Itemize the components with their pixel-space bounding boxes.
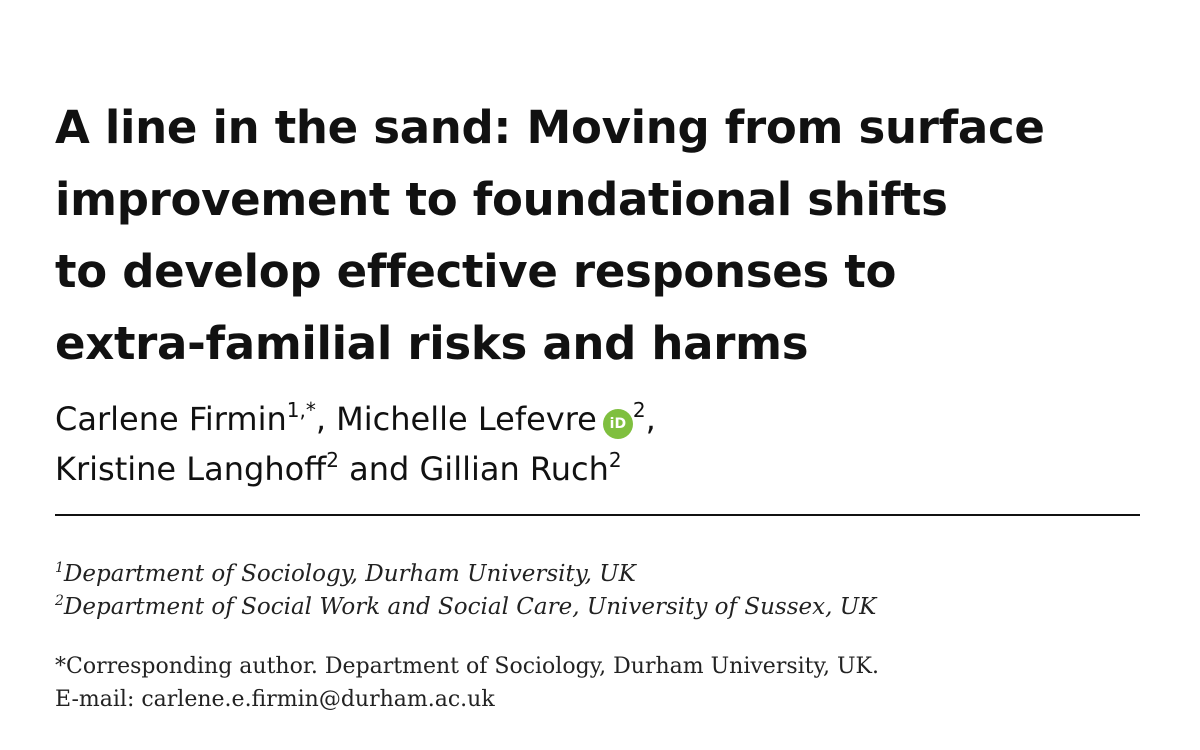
author-line [55,394,1155,444]
title-line: improvement to foundational shifts [55,173,948,226]
title-line: A line in the sand: Moving from surface [55,101,1045,154]
corresponding-author: *Corresponding author. Department of Sociology, Durham University, UK. [55,654,879,679]
author-separator: , [315,400,337,438]
author-carlene-firmin [55,400,336,438]
author-affiliation-marker: 2 [632,398,646,422]
author-name: Gillian Ruch [419,450,609,488]
title-line: extra-familial risks and harms [55,317,809,370]
author-gillian-ruch [420,450,622,488]
author-list [55,394,1155,494]
author-affiliation-marker: 1,* [286,398,316,422]
author-michelle-lefevre [336,400,656,438]
title-line: to develop effective responses to [55,245,897,298]
affiliation-marker: 1 [55,560,64,576]
corresponding-email[interactable]: E-mail: carlene.e.firmin@durham.ac.uk [55,687,495,712]
author-affiliation-marker: 2 [608,448,622,472]
affiliation-text: Department of Social Work and Social Care, University of Sussex, UK [63,594,877,620]
article-title [55,92,1165,380]
author-name: Carlene Firmin [55,400,287,438]
affiliation-list [55,558,1155,624]
affiliation-item [55,558,1155,591]
author-name: Kristine Langhoff [55,450,327,488]
affiliation-text: Department of Sociology, Durham University, UK [63,561,636,587]
author-line [55,444,1155,494]
affiliation-marker: 2 [55,593,64,609]
author-name: Michelle Lefevre [336,400,597,438]
correspondence-note [55,650,1155,716]
author-kristine-langhoff [55,450,420,488]
orcid-icon[interactable]: iD [603,409,633,439]
author-separator: and [338,450,420,488]
affiliation-item [55,591,1155,624]
author-separator: , [645,400,656,438]
author-affiliation-marker: 2 [326,448,339,472]
header-divider [55,514,1140,516]
